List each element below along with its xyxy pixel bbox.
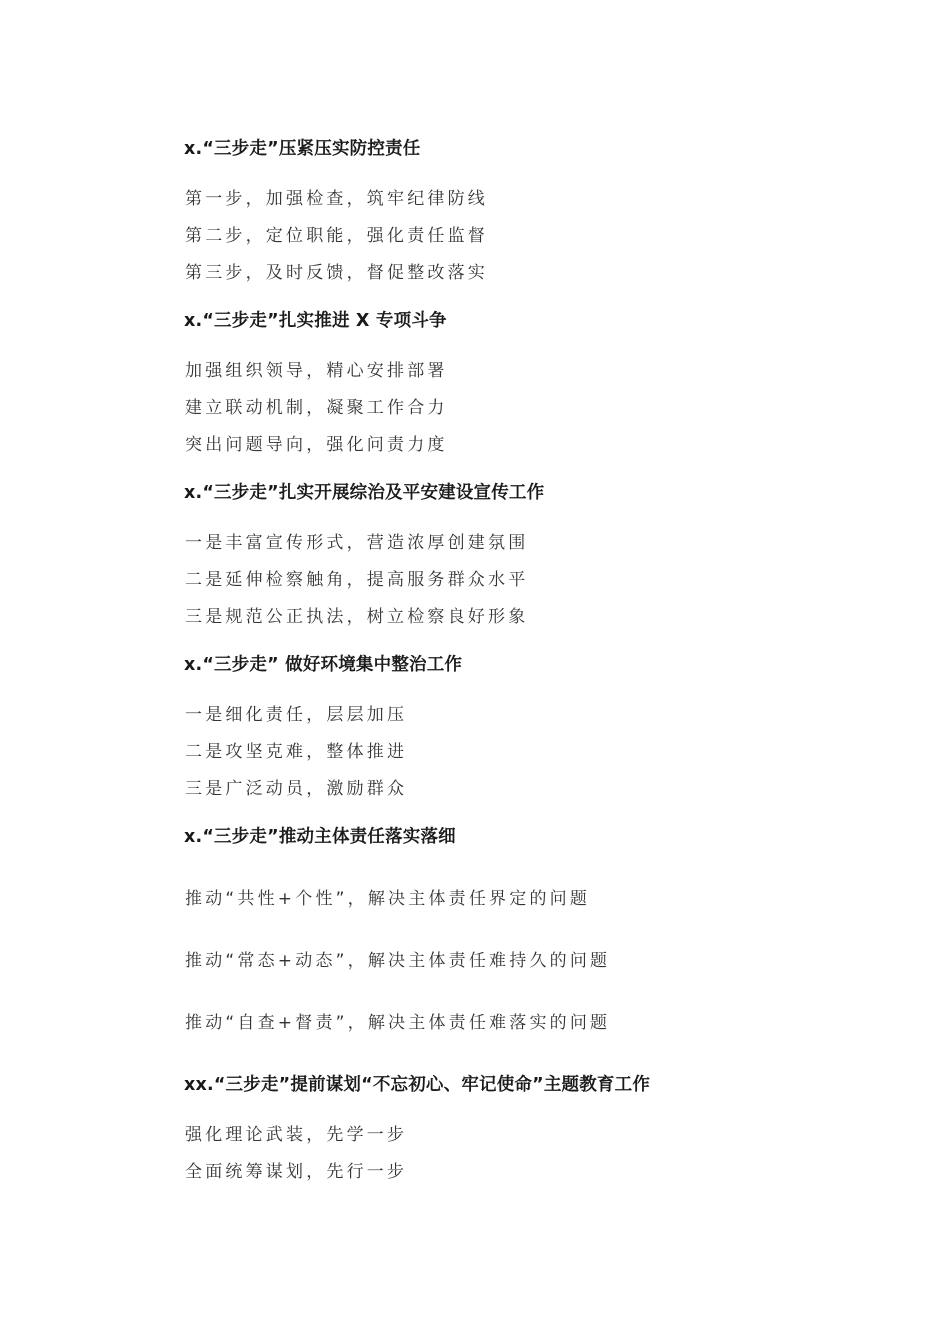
section-5-item-1: 推动“共性+个性”，解决主体责任界定的问题 [185,889,591,909]
section-6-item-2: 全面统筹谋划，先行一步 [185,1162,408,1182]
section-4-item-2: 二是攻坚克难，整体推进 [185,742,408,762]
section-1-item-2: 第二步，定位职能，强化责任监督 [185,226,488,246]
section-heading-6: xx.“三步走”提前谋划“不忘初心、牢记使命”主题教育工作 [184,1075,651,1095]
section-2-item-3: 突出问题导向，强化问责力度 [185,435,448,455]
section-3-item-1: 一是丰富宣传形式，营造浓厚创建氛围 [185,533,529,553]
section-3-item-2: 二是延伸检察触角，提高服务群众水平 [185,570,529,590]
section-heading-1: x.“三步走”压紧压实防控责任 [184,139,421,159]
section-heading-2: x.“三步走”扎实推进 X 专项斗争 [184,311,447,331]
section-heading-3: x.“三步走”扎实开展综治及平安建设宣传工作 [184,483,545,503]
section-3-item-3: 三是规范公正执法，树立检察良好形象 [185,607,529,627]
section-6-item-1: 强化理论武装，先学一步 [185,1125,408,1145]
section-1-item-3: 第三步，及时反馈，督促整改落实 [185,263,488,283]
section-1-item-1: 第一步，加强检查，筑牢纪律防线 [185,189,488,209]
section-4-item-1: 一是细化责任，层层加压 [185,705,408,725]
section-5-item-2: 推动“常态+动态”，解决主体责任难持久的问题 [185,951,611,971]
section-5-item-3: 推动“自查+督责”，解决主体责任难落实的问题 [185,1013,611,1033]
section-heading-4: x.“三步走” 做好环境集中整治工作 [184,655,463,675]
section-2-item-2: 建立联动机制，凝聚工作合力 [185,398,448,418]
section-heading-5: x.“三步走”推动主体责任落实落细 [184,827,456,847]
section-4-item-3: 三是广泛动员，激励群众 [185,779,408,799]
section-2-item-1: 加强组织领导，精心安排部署 [185,361,448,381]
